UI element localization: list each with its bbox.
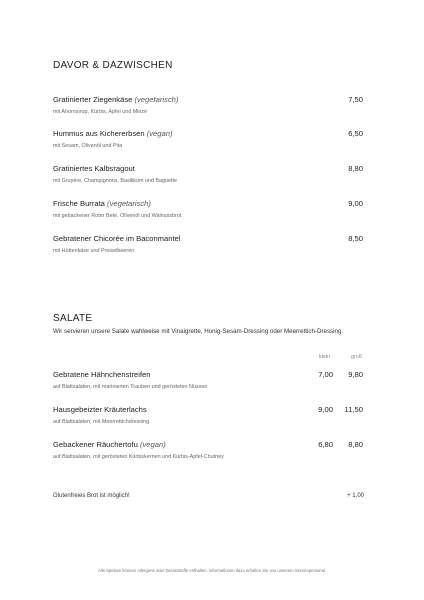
section-title-salate: SALATE (53, 313, 93, 324)
item-price-large: 11,50 (344, 405, 363, 414)
item-name-text: Hausgebeizter Kräuterlachs (53, 405, 147, 414)
item-price: 8,50 (348, 234, 363, 243)
gluten-free-price: + 1,00 (347, 493, 364, 499)
item-name-text: Frische Burrata (53, 199, 105, 208)
item-name (53, 95, 371, 105)
menu-item (53, 129, 371, 150)
item-name-text: Gratinierter Ziegenkäse (53, 95, 133, 104)
item-price-small: 7,00 (318, 370, 333, 379)
item-description: mit gebackener Roter Bete, Olivenöl und Walnussbrot (53, 213, 182, 219)
item-name-text: Hummus aus Kichererbsen (53, 129, 145, 138)
gluten-free-note: Glutenfreies Brot ist möglich! (53, 493, 130, 499)
item-price-large: 9,80 (348, 370, 363, 379)
allergen-footnote: Alle Speisen können Allergene oder Zusatzstoffe enthalten. Informationen dazu erhalten Sie von unserem Servicepersonal. (97, 568, 327, 573)
item-description: mit Sesam, Olivenöl und Pita (53, 143, 123, 149)
item-description: auf Blattsalaten, mit Meerrettichdressing (53, 419, 150, 425)
item-note: (vegan) (139, 440, 166, 449)
item-note: (vegetarisch) (107, 199, 151, 208)
item-description: auf Blattsalaten, mit marinierten Trauben und gerösteten Nüssen (53, 384, 208, 390)
item-description: mit Hüttenkäse und Preiselbeeren (53, 248, 135, 254)
item-price-small: 6,80 (318, 440, 333, 449)
menu-item (53, 370, 371, 391)
column-header-gross: groß (351, 354, 363, 360)
item-note: (vegetarisch) (134, 95, 179, 104)
item-price: 9,00 (348, 199, 363, 208)
item-note: (vegan) (146, 129, 173, 138)
menu-item (53, 440, 371, 461)
item-price: 6,50 (348, 129, 363, 138)
item-name (53, 199, 371, 209)
item-name-text: Gebratene Hähnchenstreifen (53, 370, 151, 379)
salate-intro: Wir servieren unsere Salate wahlweise mit Vinaigrette, Honig-Sesam-Dressing oder Meerrettich-Dressing. (53, 328, 344, 335)
section-title-davor: DAVOR & DAZWISCHEN (53, 60, 173, 71)
menu-item (53, 199, 371, 220)
item-price-small: 9,00 (318, 405, 333, 414)
item-description: auf Blattsalaten, mit gerösteten Kürbiskernen und Kürbis-Apfel-Chutney (53, 454, 224, 460)
menu-item (53, 95, 371, 116)
item-name (53, 129, 371, 139)
item-name-text: Gebackener Räuchertofu (53, 440, 138, 449)
item-price-large: 8,80 (348, 440, 363, 449)
item-description: mit Ahornsirup, Kürbis, Apfel und Minze (53, 109, 148, 115)
item-price: 7,50 (348, 95, 363, 104)
menu-item (53, 405, 371, 426)
menu-item (53, 164, 371, 185)
item-description: mit Gruyère, Champignons, Basilikum und Baguette (53, 178, 178, 184)
item-name (53, 164, 371, 174)
item-price: 8,80 (348, 164, 363, 173)
item-name (53, 234, 371, 244)
item-name-text: Gratiniertes Kalbsragout (53, 164, 135, 173)
item-name-text: Gebratener Chicorée im Baconmantel (53, 234, 181, 243)
column-header-klein: klein (319, 354, 331, 360)
menu-item (53, 234, 371, 255)
